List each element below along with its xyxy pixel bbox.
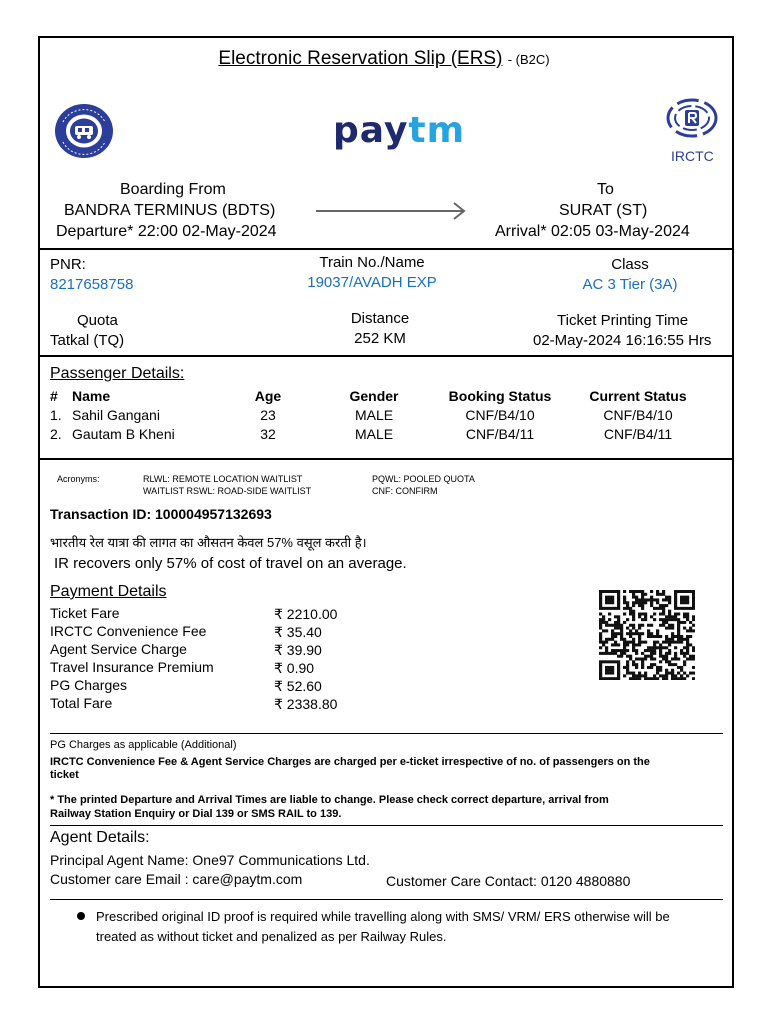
timing-note-cont: Railway Station Enquiry or Dial 139 or SMS RAIL to 139. (50, 808, 342, 820)
class-value: AC 3 Tier (3A) (582, 276, 678, 293)
to-station: SURAT (ST) (559, 202, 648, 219)
cell: Sahil Gangani (72, 406, 160, 423)
acronym-cnf: CNF: CONFIRM (372, 486, 438, 496)
title-sub: - (B2C) (507, 52, 550, 67)
from-station: BANDRA TERMINUS (BDTS) (64, 202, 276, 219)
transaction-id: Transaction ID: 100004957132693 (50, 506, 272, 522)
pnr-value: 8217658758 (50, 276, 134, 293)
fare-label: Ticket Fare (50, 605, 120, 621)
col-header: # (50, 387, 58, 404)
col-header: Gender (349, 387, 399, 404)
acronym-pqwl: PQWL: POOLED QUOTA (372, 474, 475, 484)
fare-label: Agent Service Charge (50, 641, 187, 657)
col-header: Booking Status (448, 387, 552, 404)
col-header: Name (72, 387, 111, 404)
bullet-icon (77, 912, 85, 920)
agent-details-title: Agent Details: (50, 829, 150, 846)
cell: 1. (50, 406, 62, 423)
quota-label: Quota (77, 312, 118, 329)
irctc-label: IRCTC (671, 148, 714, 164)
train-label: Train No./Name (319, 254, 425, 271)
class-label: Class (611, 256, 649, 273)
cell: CNF/B4/10 (603, 406, 673, 423)
irctc-logo (664, 96, 720, 147)
fare-value: ₹ 2210.00 (274, 606, 338, 622)
to-label: To (597, 181, 614, 198)
cell: CNF/B4/10 (465, 406, 535, 423)
print-time-label: Ticket Printing Time (557, 312, 689, 329)
convenience-fee-note: IRCTC Convenience Fee & Agent Service Charges are charged per e-ticket irrespective of no. of passengers on the (50, 756, 650, 768)
indian-railways-logo (53, 102, 115, 165)
fare-label: Travel Insurance Premium (50, 659, 214, 675)
arrival-time: Arrival* 02:05 03-May-2024 (495, 223, 690, 240)
id-proof-note-cont: treated as without ticket and penalized as per Railway Rules. (96, 929, 447, 944)
divider (50, 825, 723, 826)
boarding-from-label: Boarding From (120, 181, 226, 198)
cell: MALE (354, 425, 394, 442)
journey-arrow-icon (316, 202, 468, 225)
departure-time: Departure* 22:00 02-May-2024 (56, 223, 277, 240)
fare-value: ₹ 39.90 (274, 642, 322, 658)
train-value: 19037/AVADH EXP (307, 274, 437, 291)
pg-charges-note: PG Charges as applicable (Additional) (50, 739, 237, 751)
pnr-label: PNR: (50, 256, 86, 273)
print-time-value: 02-May-2024 16:16:55 Hrs (533, 332, 712, 349)
passenger-table (50, 386, 710, 443)
fare-label: Total Fare (50, 695, 113, 711)
cell: MALE (354, 406, 394, 423)
paytm-logo: paytm (333, 110, 466, 151)
cell: 2. (50, 425, 62, 442)
divider (50, 733, 723, 734)
divider (38, 458, 734, 460)
payment-details-title: Payment Details (50, 583, 167, 600)
convenience-fee-note-cont: ticket (50, 769, 79, 781)
cell: CNF/B4/11 (603, 425, 673, 442)
cost-recovery-hindi: भारतीय रेल यात्रा की लागत का औसतन केवल 57% वसूल करती है। (50, 535, 367, 550)
fare-label: IRCTC Convenience Fee (50, 623, 207, 639)
cost-recovery-english: IR recovers only 57% of cost of travel on an average. (54, 555, 407, 572)
divider (38, 248, 734, 250)
cell: 32 (260, 425, 276, 442)
fare-value: ₹ 35.40 (274, 624, 322, 640)
acronyms-label: Acronyms: (57, 474, 100, 484)
passenger-details-title: Passenger Details: (50, 365, 185, 382)
col-header: Current Status (589, 387, 687, 404)
fare-value: ₹ 2338.80 (274, 696, 338, 712)
customer-care-contact: Customer Care Contact: 0120 4880880 (386, 873, 631, 889)
distance-value: 252 KM (354, 330, 406, 347)
cell: 23 (260, 406, 276, 423)
principal-agent: Principal Agent Name: One97 Communications Ltd. (50, 852, 370, 868)
cell: CNF/B4/11 (465, 425, 535, 442)
id-proof-note: Prescribed original ID proof is required while travelling along with SMS/ VRM/ ERS otherwise will be (96, 909, 670, 924)
divider (50, 899, 723, 900)
fare-value: ₹ 0.90 (274, 660, 315, 676)
qr-code (599, 590, 695, 685)
page-title (0, 48, 768, 70)
passenger-table-header (50, 386, 710, 405)
fare-value: ₹ 52.60 (274, 678, 322, 694)
acronym-rlwl: RLWL: REMOTE LOCATION WAITLIST (143, 474, 303, 484)
cell: Gautam B Kheni (72, 425, 175, 442)
customer-care-email: Customer care Email : care@paytm.com (50, 871, 303, 887)
divider (38, 355, 734, 357)
fare-label: PG Charges (50, 677, 128, 693)
timing-note: * The printed Departure and Arrival Times are liable to change. Please check correct departure, arrival from (50, 794, 609, 806)
quota-value: Tatkal (TQ) (50, 332, 125, 349)
table-row (50, 405, 710, 424)
distance-label: Distance (350, 310, 410, 327)
title-main: Electronic Reservation Slip (ERS) (218, 48, 503, 69)
col-header: Age (254, 387, 282, 404)
table-row (50, 424, 710, 443)
acronym-rswl: WAITLIST RSWL: ROAD-SIDE WAITLIST (143, 486, 312, 496)
